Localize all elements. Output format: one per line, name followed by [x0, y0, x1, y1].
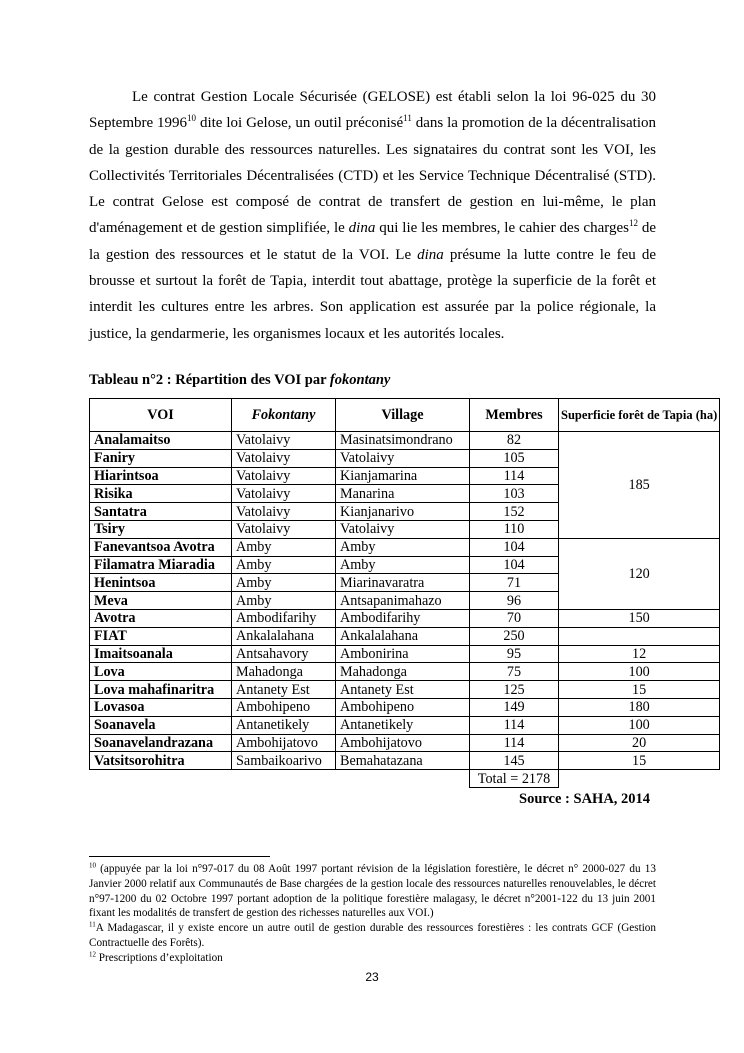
- table-row: [90, 627, 720, 645]
- cell-fokontany: Vatolaivy: [232, 432, 336, 450]
- caption-italic: fokontany: [329, 372, 391, 388]
- cell-voi: Soanavela: [90, 716, 232, 734]
- cell-village: Miarinavaratra: [336, 574, 470, 592]
- cell-superficie: [559, 627, 720, 645]
- cell-voi: Vatsitsorohitra: [90, 752, 232, 770]
- table-row: [90, 698, 720, 716]
- cell-fokontany: Mahadonga: [232, 663, 336, 681]
- cell-voi: Lova: [90, 663, 232, 681]
- cell-village: Antanetikely: [336, 716, 470, 734]
- cell-village: Ambohijatovo: [336, 734, 470, 752]
- cell-superficie: 150: [559, 609, 720, 627]
- cell-fokontany: Vatolaivy: [232, 467, 336, 485]
- cell-fokontany: Ambodifarihy: [232, 609, 336, 627]
- cell-village: Ankalalahana: [336, 627, 470, 645]
- footnote-ref-11[interactable]: 11: [403, 113, 412, 124]
- cell-membres: 95: [470, 645, 559, 663]
- cell-voi: Lovasoa: [90, 698, 232, 716]
- cell-superficie: 120: [559, 538, 720, 609]
- cell-village: Antsapanimahazo: [336, 592, 470, 610]
- header-membres: Membres: [470, 399, 559, 432]
- voi-table: [89, 398, 720, 788]
- cell-fokontany: Amby: [232, 556, 336, 574]
- cell-membres: 110: [470, 520, 559, 538]
- cell-voi: Faniry: [90, 449, 232, 467]
- body-paragraph: [89, 84, 656, 347]
- table-row: [90, 734, 720, 752]
- footnote-text: A Madagascar, il y existe encore un autre outil de gestion durable des ressources forestières : les contrats GCF (Gestion Contractuelle des Forêts).: [89, 922, 656, 949]
- table-header-row: [90, 399, 720, 432]
- empty-cell: [232, 770, 336, 788]
- paragraph-text: dans la promotion de la décentralisation de la gestion durable des ressources naturelles. Les signataires du contrat sont les VOI, les Collectivités Territoriales Décentralisées (CTD) et les Service Technique Décentralisé (STD). Le contrat Gelose est composé de contrat de transfert de gestion en lui-même, le plan d'aménagement et de gestion simplifiée, le: [89, 115, 656, 237]
- footnote-marker: 12: [89, 950, 96, 959]
- cell-voi: Risika: [90, 485, 232, 503]
- cell-membres: 114: [470, 716, 559, 734]
- cell-voi: Imaitsoanala: [90, 645, 232, 663]
- paragraph-text: présume la lutte contre le feu de brousse et surtout la forêt de Tapia, interdit tout abattage, protège la superficie de la forêt et interdit les cultures entre les arbres. Son application est assurée par la police régionale, la justice, la gendarmerie, les organismes locaux et les autorités locales.: [89, 246, 656, 342]
- paragraph-text: qui lie les membres, le cahier des charges: [375, 220, 629, 237]
- table-caption: [89, 372, 390, 389]
- cell-village: Vatolaivy: [336, 449, 470, 467]
- cell-membres: 125: [470, 681, 559, 699]
- footnote-ref-10[interactable]: 10: [187, 113, 197, 124]
- empty-cell: [559, 770, 720, 788]
- cell-village: Manarina: [336, 485, 470, 503]
- italic-term-dina: dina: [348, 220, 376, 237]
- footnote-text: (appuyée par la loi n°97-017 du 08 Août 1997 portant révision de la législation forestière, le décret n° 2000-027 du 13 Janvier 2000 relatif aux Communautés de Base chargées de la gestion locale des ressources naturelles renouvelables, le décret n°97-1200 du 02 Octobre 1997 portant adoption de la politique forestière malagasy, le décret n°2001-122 du 13 juin 2001 fixant les modalités de transfert de gestion des richesses naturelles aux VOI.): [89, 863, 656, 920]
- cell-fokontany: Vatolaivy: [232, 503, 336, 521]
- cell-fokontany: Ambohipeno: [232, 698, 336, 716]
- table-row: [90, 716, 720, 734]
- cell-membres: 114: [470, 467, 559, 485]
- cell-superficie: 15: [559, 681, 720, 699]
- cell-superficie: 12: [559, 645, 720, 663]
- cell-fokontany: Antanety Est: [232, 681, 336, 699]
- cell-voi: Santatra: [90, 503, 232, 521]
- caption-text: Tableau n°2 : Répartition des VOI par: [89, 372, 330, 388]
- table-row: [90, 752, 720, 770]
- cell-membres: 250: [470, 627, 559, 645]
- header-voi: VOI: [90, 399, 232, 432]
- cell-superficie: 180: [559, 698, 720, 716]
- table-row: [90, 609, 720, 627]
- footnote-separator: [89, 856, 270, 857]
- cell-superficie: 20: [559, 734, 720, 752]
- cell-village: Amby: [336, 556, 470, 574]
- cell-membres: 145: [470, 752, 559, 770]
- cell-village: Masinatsimondrano: [336, 432, 470, 450]
- cell-village: Vatolaivy: [336, 520, 470, 538]
- cell-voi: Tsiry: [90, 520, 232, 538]
- cell-voi: Hiarintsoa: [90, 467, 232, 485]
- cell-superficie: 100: [559, 716, 720, 734]
- cell-voi: Henintsoa: [90, 574, 232, 592]
- footnote-text: Prescriptions d’exploitation: [96, 951, 223, 964]
- paragraph-text: dite loi Gelose, un outil préconisé: [196, 115, 404, 132]
- cell-village: Mahadonga: [336, 663, 470, 681]
- cell-village: Kianjamarina: [336, 467, 470, 485]
- cell-membres: 96: [470, 592, 559, 610]
- cell-superficie: 15: [559, 752, 720, 770]
- cell-village: Bemahatazana: [336, 752, 470, 770]
- page-number: 23: [365, 970, 379, 984]
- cell-fokontany: Vatolaivy: [232, 449, 336, 467]
- cell-membres: 104: [470, 538, 559, 556]
- cell-fokontany: Vatolaivy: [232, 485, 336, 503]
- paragraph-text: Le contrat Gestion Locale Sécurisée (GELOSE) est établi selon la loi 96-025 du 30 Septembre 1996: [89, 89, 656, 132]
- cell-superficie: 100: [559, 663, 720, 681]
- cell-fokontany: Ankalalahana: [232, 627, 336, 645]
- cell-village: Ambodifarihy: [336, 609, 470, 627]
- table-row: [90, 432, 720, 450]
- cell-fokontany: Ambohijatovo: [232, 734, 336, 752]
- table-row: [90, 681, 720, 699]
- cell-voi: FIAT: [90, 627, 232, 645]
- cell-voi: Lova mahafinaritra: [90, 681, 232, 699]
- footnote-12: [89, 951, 656, 966]
- table-row: [90, 645, 720, 663]
- footnote-10: [89, 862, 656, 921]
- footnote-marker: 10: [89, 861, 96, 870]
- cell-fokontany: Sambaikoarivo: [232, 752, 336, 770]
- cell-membres: 152: [470, 503, 559, 521]
- cell-voi: Analamaitso: [90, 432, 232, 450]
- cell-membres: 82: [470, 432, 559, 450]
- cell-membres: 75: [470, 663, 559, 681]
- footnote-11: [89, 921, 656, 951]
- cell-voi: Fanevantsoa Avotra: [90, 538, 232, 556]
- cell-fokontany: Antanetikely: [232, 716, 336, 734]
- empty-cell: [336, 770, 470, 788]
- cell-fokontany: Amby: [232, 538, 336, 556]
- cell-membres: 114: [470, 734, 559, 752]
- cell-fokontany: Vatolaivy: [232, 520, 336, 538]
- cell-voi: Soanavelandrazana: [90, 734, 232, 752]
- paragraph-text: de la gestion des ressources et le statut de la VOI. Le: [89, 220, 656, 263]
- cell-village: Ambonirina: [336, 645, 470, 663]
- header-village: Village: [336, 399, 470, 432]
- cell-village: Antanety Est: [336, 681, 470, 699]
- cell-fokontany: Amby: [232, 592, 336, 610]
- cell-village: Ambohipeno: [336, 698, 470, 716]
- italic-term-dina: dina: [417, 246, 444, 263]
- cell-membres: 105: [470, 449, 559, 467]
- cell-membres: 70: [470, 609, 559, 627]
- footnote-marker: 11: [89, 920, 96, 929]
- cell-voi: Avotra: [90, 609, 232, 627]
- cell-voi: Filamatra Miaradia: [90, 556, 232, 574]
- cell-membres: 71: [470, 574, 559, 592]
- cell-village: Kianjanarivo: [336, 503, 470, 521]
- cell-fokontany: Amby: [232, 574, 336, 592]
- table-row: [90, 663, 720, 681]
- table-total-row: [90, 770, 720, 788]
- footnote-ref-12[interactable]: 12: [628, 218, 638, 229]
- header-superficie: Superficie forêt de Tapia (ha): [559, 399, 720, 432]
- table-source: Source : SAHA, 2014: [519, 791, 651, 807]
- footnotes: [89, 862, 656, 966]
- cell-membres: 104: [470, 556, 559, 574]
- table-row: [90, 538, 720, 556]
- cell-membres: 103: [470, 485, 559, 503]
- cell-voi: Meva: [90, 592, 232, 610]
- cell-membres: 149: [470, 698, 559, 716]
- header-fokontany: Fokontany: [232, 399, 336, 432]
- empty-cell: [90, 770, 232, 788]
- cell-fokontany: Antsahavory: [232, 645, 336, 663]
- cell-total: Total = 2178: [470, 770, 559, 788]
- cell-superficie: 185: [559, 432, 720, 539]
- cell-village: Amby: [336, 538, 470, 556]
